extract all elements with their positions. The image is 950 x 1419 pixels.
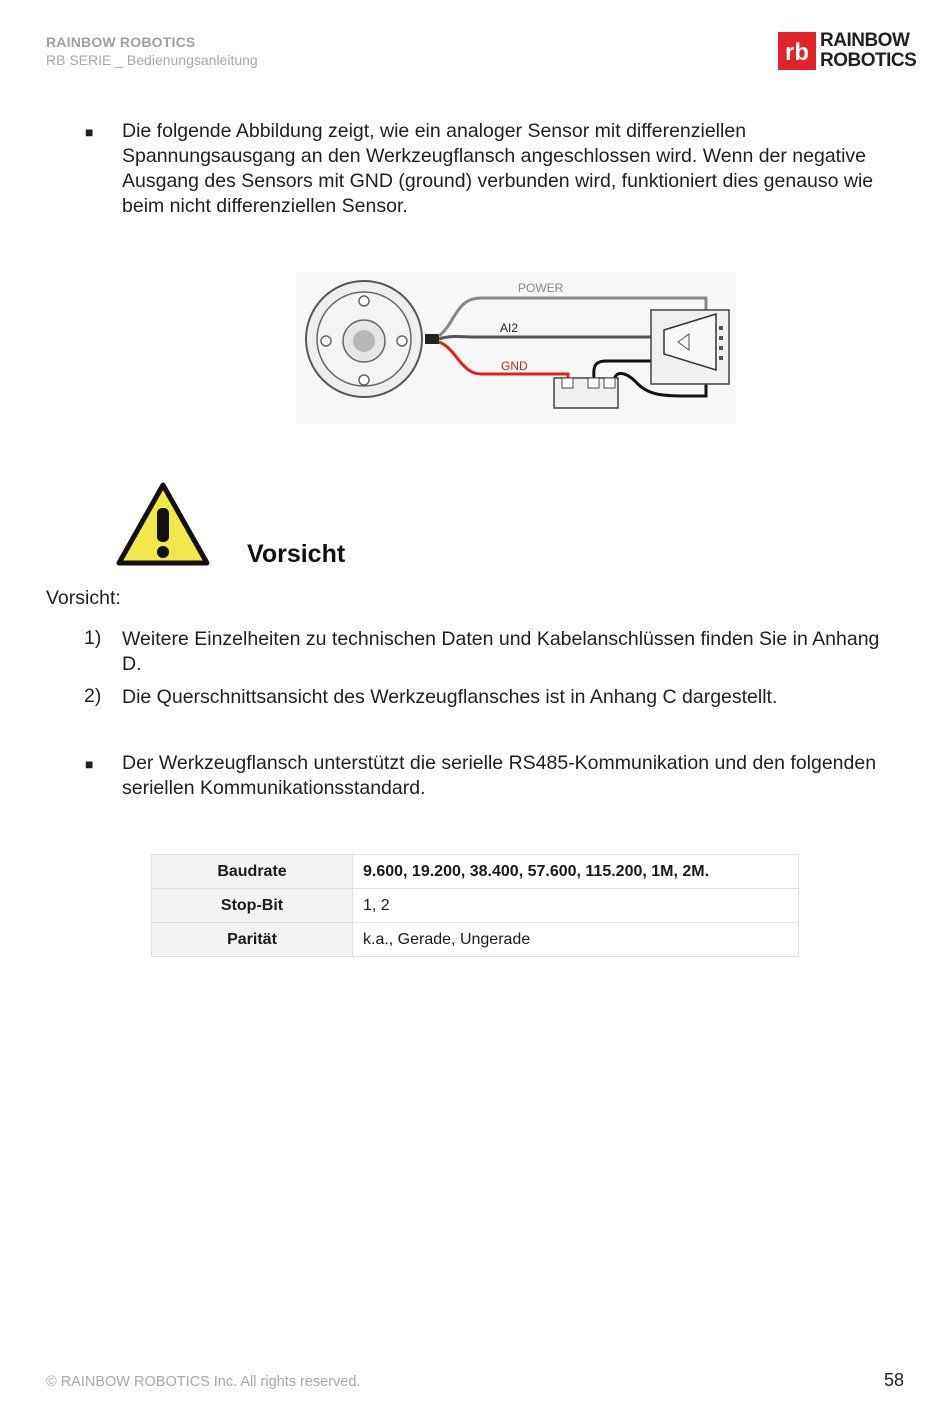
label-power: POWER bbox=[518, 281, 564, 295]
warning-icon bbox=[116, 482, 210, 566]
logo-mark-icon bbox=[778, 32, 816, 70]
company-logo bbox=[778, 30, 917, 72]
table-key: Stop-Bit bbox=[152, 889, 353, 923]
flange-bolt-hole bbox=[397, 336, 407, 346]
header-subtitle: RB SERIE _ Bedienungsanleitung bbox=[46, 52, 258, 68]
flange-bolt-hole bbox=[359, 375, 369, 385]
table-value: 1, 2 bbox=[353, 889, 799, 923]
logo-line-1: RAINBOW bbox=[820, 30, 910, 51]
label-ai2: AI2 bbox=[500, 321, 519, 335]
list-number: 1) bbox=[84, 627, 102, 649]
flange-bolt-hole bbox=[321, 336, 331, 346]
label-gnd: GND bbox=[501, 359, 528, 373]
sensor-pin bbox=[719, 336, 723, 340]
sensor-pin bbox=[719, 356, 723, 360]
caution-label: Vorsicht: bbox=[46, 587, 121, 609]
terminal-slot bbox=[588, 378, 599, 388]
terminal-slot bbox=[562, 378, 573, 388]
footer-copyright: © RAINBOW ROBOTICS Inc. All rights reserved. bbox=[46, 1374, 361, 1390]
serial-paragraph: Der Werkzeugflansch unterstützt die serielle RS485-Kommunikation und den folgenden seriellen Kommunikationsstandard. bbox=[122, 752, 877, 799]
square-bullet-icon: ■ bbox=[85, 756, 94, 772]
table-value: k.a., Gerade, Ungerade bbox=[353, 923, 799, 957]
serial-spec-table bbox=[151, 854, 799, 957]
flange-bolt-hole bbox=[359, 296, 369, 306]
sensor-pin bbox=[719, 346, 723, 350]
table-key: Baudrate bbox=[152, 855, 353, 889]
logo-text bbox=[820, 31, 916, 71]
caution-title: Vorsicht bbox=[247, 540, 346, 568]
logo-mark-text: rb bbox=[785, 39, 809, 66]
flange-center-dot bbox=[353, 330, 375, 352]
table-row bbox=[152, 923, 799, 957]
table-row bbox=[152, 889, 799, 923]
list-number: 2) bbox=[84, 685, 102, 707]
table-row bbox=[152, 855, 799, 889]
square-bullet-icon: ■ bbox=[85, 124, 94, 140]
intro-paragraph: Die folgende Abbildung zeigt, wie ein analoger Sensor mit differenziellen Spannungsausgang an den Werkzeugflansch angeschlossen wird. Wenn der negative Ausgang des Sensors mit GND (ground) verbunden wird, funktioniert dies genauso wie beim nicht differenziellen Sensor. bbox=[122, 120, 874, 217]
cable-connector bbox=[425, 334, 439, 344]
logo-line-2: ROBOTICS bbox=[820, 50, 917, 71]
list-item: Die Querschnittsansicht des Werkzeugflansches ist in Anhang C dargestellt. bbox=[122, 686, 778, 708]
sensor-pin bbox=[719, 326, 723, 330]
header-company: RAINBOW ROBOTICS bbox=[46, 34, 196, 50]
wiring-diagram bbox=[296, 272, 736, 424]
table-key: Parität bbox=[152, 923, 353, 957]
page-number: 58 bbox=[883, 1370, 904, 1390]
table-value: 9.600, 19.200, 38.400, 57.600, 115.200, 1M, 2M. bbox=[353, 855, 799, 889]
list-item: Weitere Einzelheiten zu technischen Daten und Kabelanschlüssen finden Sie in Anhang D. bbox=[122, 628, 880, 675]
terminal-slot bbox=[604, 378, 615, 388]
